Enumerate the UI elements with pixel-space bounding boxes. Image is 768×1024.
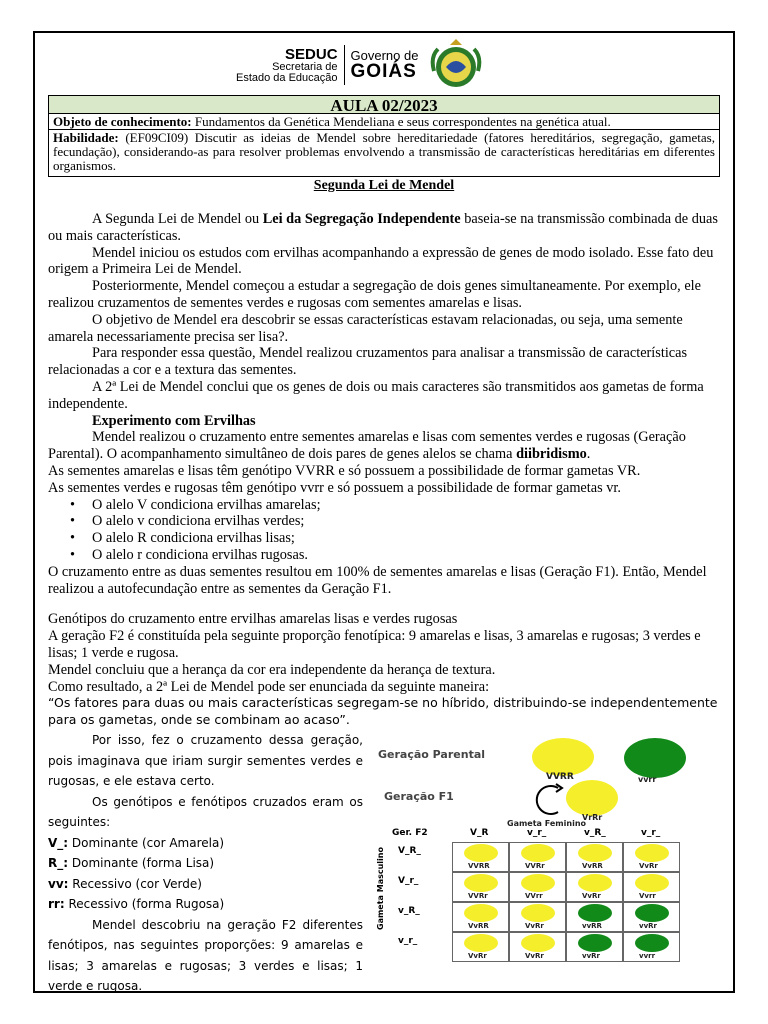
seduc-line1: Secretaria de	[272, 60, 338, 73]
paragraph-13: Mendel concluiu que a herança da cor era independente da herança de textura.	[48, 661, 496, 678]
cell-genotype: VvRr	[525, 952, 544, 960]
cell-genotype: VvRr	[582, 892, 601, 900]
definition-2-label: R_:	[48, 856, 69, 870]
cell-genotype: vvRR	[582, 922, 602, 930]
cell-genotype: VvRr	[468, 952, 487, 960]
knowledge-object-text: Fundamentos da Genética Mendeliana e seus correspondentes na genética atual.	[191, 114, 611, 129]
male-gamete-label: Gameta Masculino	[376, 847, 385, 930]
pea-yellow	[464, 934, 498, 952]
goias-logo	[351, 49, 419, 81]
pea-yellow	[521, 904, 555, 922]
definition-2	[48, 853, 363, 874]
paragraph-4: O objetivo de Mendel era descobrir se essas características estavam relacionadas, ou seja, uma semente amarela necessariamente precisa ser lisa?.	[48, 311, 683, 345]
gov-line2: GOIÁS	[350, 61, 417, 82]
coat-of-arms-icon	[428, 37, 484, 93]
pea-green	[578, 904, 612, 922]
allele-item: • O alelo R condiciona ervilhas lisas;	[92, 530, 720, 547]
grid-corner-label: Ger. F2	[392, 828, 428, 838]
lower-paragraph-3: Mendel descobriu na geração F2 diferentes fenótipos, nas seguintes proporções: 9 amarelas e lisas; 3 amarelas e rugosas; 3 verdes e lisas; 1 verde e rugosa.	[48, 917, 363, 993]
seduc-name: SEDUC	[285, 45, 338, 63]
paragraph-5: Para responder essa questão, Mendel realizou cruzamentos para analisar a transmissão de características relacionadas a cor e a textura das sementes.	[48, 345, 688, 379]
cell-genotype: vvrr	[639, 952, 656, 960]
row-header: V_r_	[398, 876, 419, 886]
cell-genotype: VvRR	[582, 862, 603, 870]
f1-generation-label: Geração F1	[384, 790, 454, 803]
p1-post: baseia-se na transmissão combinada de duas ou mais características.	[48, 211, 718, 244]
lower-text	[48, 730, 363, 997]
pea-yellow	[635, 844, 669, 862]
subtitle-experiment: Experimento com Ervilhas	[92, 412, 256, 429]
law-quote: “Os fatores para duas ou mais características segregam-se no híbrido, distribuindo-se independentemente para os gametas, onde se combinam ao acaso”.	[48, 695, 718, 728]
cell-genotype: Vvrr	[639, 892, 656, 900]
definition-4-text: Recessivo (forma Rugosa)	[64, 897, 225, 911]
paragraph-7	[48, 429, 720, 463]
col-header: v_R_	[584, 828, 606, 838]
definition-4	[48, 894, 363, 915]
pea-green	[578, 934, 612, 952]
lower-paragraph-1: Por isso, fez o cruzamento dessa geração, pois imaginava que iriam surgir sementes verdes e rugosas, e ele estava certo.	[48, 733, 363, 788]
definition-3-label: vv:	[48, 876, 69, 891]
pea-yellow	[464, 874, 498, 892]
definition-2-text: Dominante (forma Lisa)	[68, 856, 215, 870]
female-gamete-label: Gameta Feminino	[507, 819, 587, 828]
cell-genotype: VVrr	[525, 892, 543, 900]
definition-3-text: Recessivo (cor Verde)	[68, 876, 202, 891]
row-header: v_R_	[398, 906, 420, 916]
paragraph-3: Posteriormente, Mendel começou a estudar a segregação de dois genes simultaneamente. Por exemplo, ele realizou cruzamentos de sementes verdes e rugosas com sementes amarelas e lisas.	[48, 278, 701, 311]
knowledge-object-label: Objeto de conhecimento:	[53, 114, 192, 129]
skill-label: Habilidade:	[53, 130, 119, 145]
col-header: v_r_	[527, 828, 547, 838]
pea-yellow	[464, 904, 498, 922]
vvrr-upper-label: VVRR	[546, 772, 574, 782]
parental-generation-label: Geração Parental	[378, 748, 486, 761]
punnett-figure	[370, 738, 722, 978]
allele-list	[48, 497, 720, 564]
paragraph-11: Genótipos do cruzamento entre ervilhas amarelas lisas e verdes rugosas	[48, 611, 458, 628]
pea-green	[635, 904, 669, 922]
p7-post: .	[586, 446, 591, 463]
p7-bold: diibridismo	[516, 446, 587, 463]
paragraph-1	[48, 211, 720, 245]
pea-yellow-parental	[532, 738, 594, 776]
knowledge-object	[48, 114, 720, 130]
paragraph-14: Como resultado, a 2ª Lei de Mendel pode ser enunciada da seguinte maneira:	[48, 678, 490, 695]
definition-4-label: rr:	[48, 897, 65, 911]
definition-1	[48, 833, 363, 854]
gov-line1: Governo de	[350, 48, 419, 63]
cell-genotype: vvRr	[639, 922, 657, 930]
pea-yellow	[464, 844, 498, 862]
p1-pre: A Segunda Lei de Mendel ou	[92, 211, 263, 227]
header-logo	[236, 36, 516, 94]
definition-1-label: V_:	[48, 835, 69, 850]
pea-green	[635, 934, 669, 952]
paragraph-9: As sementes verdes e rugosas têm genótipo vvrr e só possuem a possibilidade de formar gametas vr.	[48, 479, 621, 496]
cell-genotype: VVRr	[468, 892, 488, 900]
paragraph-12: A geração F2 é constituída pela seguinte proporção fenotípica: 9 amarelas e lisas, 3 amarelas e rugosas; 3 verdes e lisas; 1 verde e rugosa.	[48, 628, 701, 661]
seduc-logo	[236, 47, 338, 84]
spacer	[48, 597, 720, 611]
pea-yellow	[521, 844, 555, 862]
lesson-title: AULA 02/2023	[48, 95, 720, 114]
allele-item: • O alelo V condiciona ervilhas amarelas;	[92, 497, 720, 514]
row-header: v_r_	[398, 936, 418, 946]
lower-paragraph-2: Os genótipos e fenótipos cruzados eram os seguintes:	[48, 794, 363, 829]
p1-bold: Lei da Segregação Independente	[262, 211, 461, 227]
pea-yellow	[578, 844, 612, 862]
definition-3	[48, 874, 363, 895]
section-title: Segunda Lei de Mendel	[313, 178, 455, 193]
main-text	[48, 211, 720, 729]
pea-yellow	[521, 934, 555, 952]
row-header: V_R_	[398, 846, 421, 856]
pea-yellow	[521, 874, 555, 892]
skill-text: (EF09CI09) Discutir as ideias de Mendel sobre hereditariedade (fatores hereditários, segregação, gametas, fecundação), considerando-as para resolver problemas envolvendo a transmissão de características hereditárias em diferentes organismos.	[53, 130, 715, 173]
cell-genotype: VvRR	[468, 922, 489, 930]
vvrr-lower-label: vvrr	[638, 775, 657, 784]
col-header: v_r_	[641, 828, 661, 838]
seduc-line2: Estado da Educação	[236, 71, 338, 84]
pea-yellow	[635, 874, 669, 892]
col-header: V_R	[470, 828, 489, 838]
allele-item: • O alelo r condiciona ervilhas rugosas.	[92, 547, 720, 564]
skill-box	[48, 130, 720, 177]
p7-pre: Mendel realizou o cruzamento entre sementes amarelas e lisas com sementes verdes e rugosas (Geração Parental). O acompanhamento simultâneo de dois pares de genes alelos se chama	[48, 429, 686, 463]
pea-green-parental	[624, 738, 686, 778]
definition-1-text: Dominante (cor Amarela)	[68, 835, 225, 850]
cell-genotype: VvRr	[639, 862, 658, 870]
logo-divider	[344, 45, 345, 85]
paragraph-8: As sementes amarelas e lisas têm genótipo VVRR e só possuem a possibilidade de formar gametas VR.	[48, 462, 641, 479]
cell-genotype: VVRR	[468, 862, 490, 870]
paragraph-6: A 2ª Lei de Mendel conclui que os genes de dois ou mais caracteres são transmitidos aos gametas de forma independente.	[48, 378, 704, 412]
cell-genotype: vvRr	[582, 952, 600, 960]
f1-genotype-label: VrRr	[582, 813, 603, 822]
allele-item: • O alelo v condiciona ervilhas verdes;	[92, 513, 720, 530]
cell-genotype: VvRr	[525, 922, 544, 930]
paragraph-2: Mendel iniciou os estudos com ervilhas acompanhando a expressão de genes de modo isolado. Esse fato deu origem a Primeira Lei de Mendel.	[48, 244, 714, 278]
paragraph-10: O cruzamento entre as duas sementes resultou em 100% de sementes amarelas e lisas (Geração F1). Então, Mendel realizou a autofecundação entre as sementes da Geração F1.	[48, 563, 707, 597]
cell-genotype: VVRr	[525, 862, 545, 870]
pea-yellow-f1	[566, 780, 618, 816]
pea-yellow	[578, 874, 612, 892]
